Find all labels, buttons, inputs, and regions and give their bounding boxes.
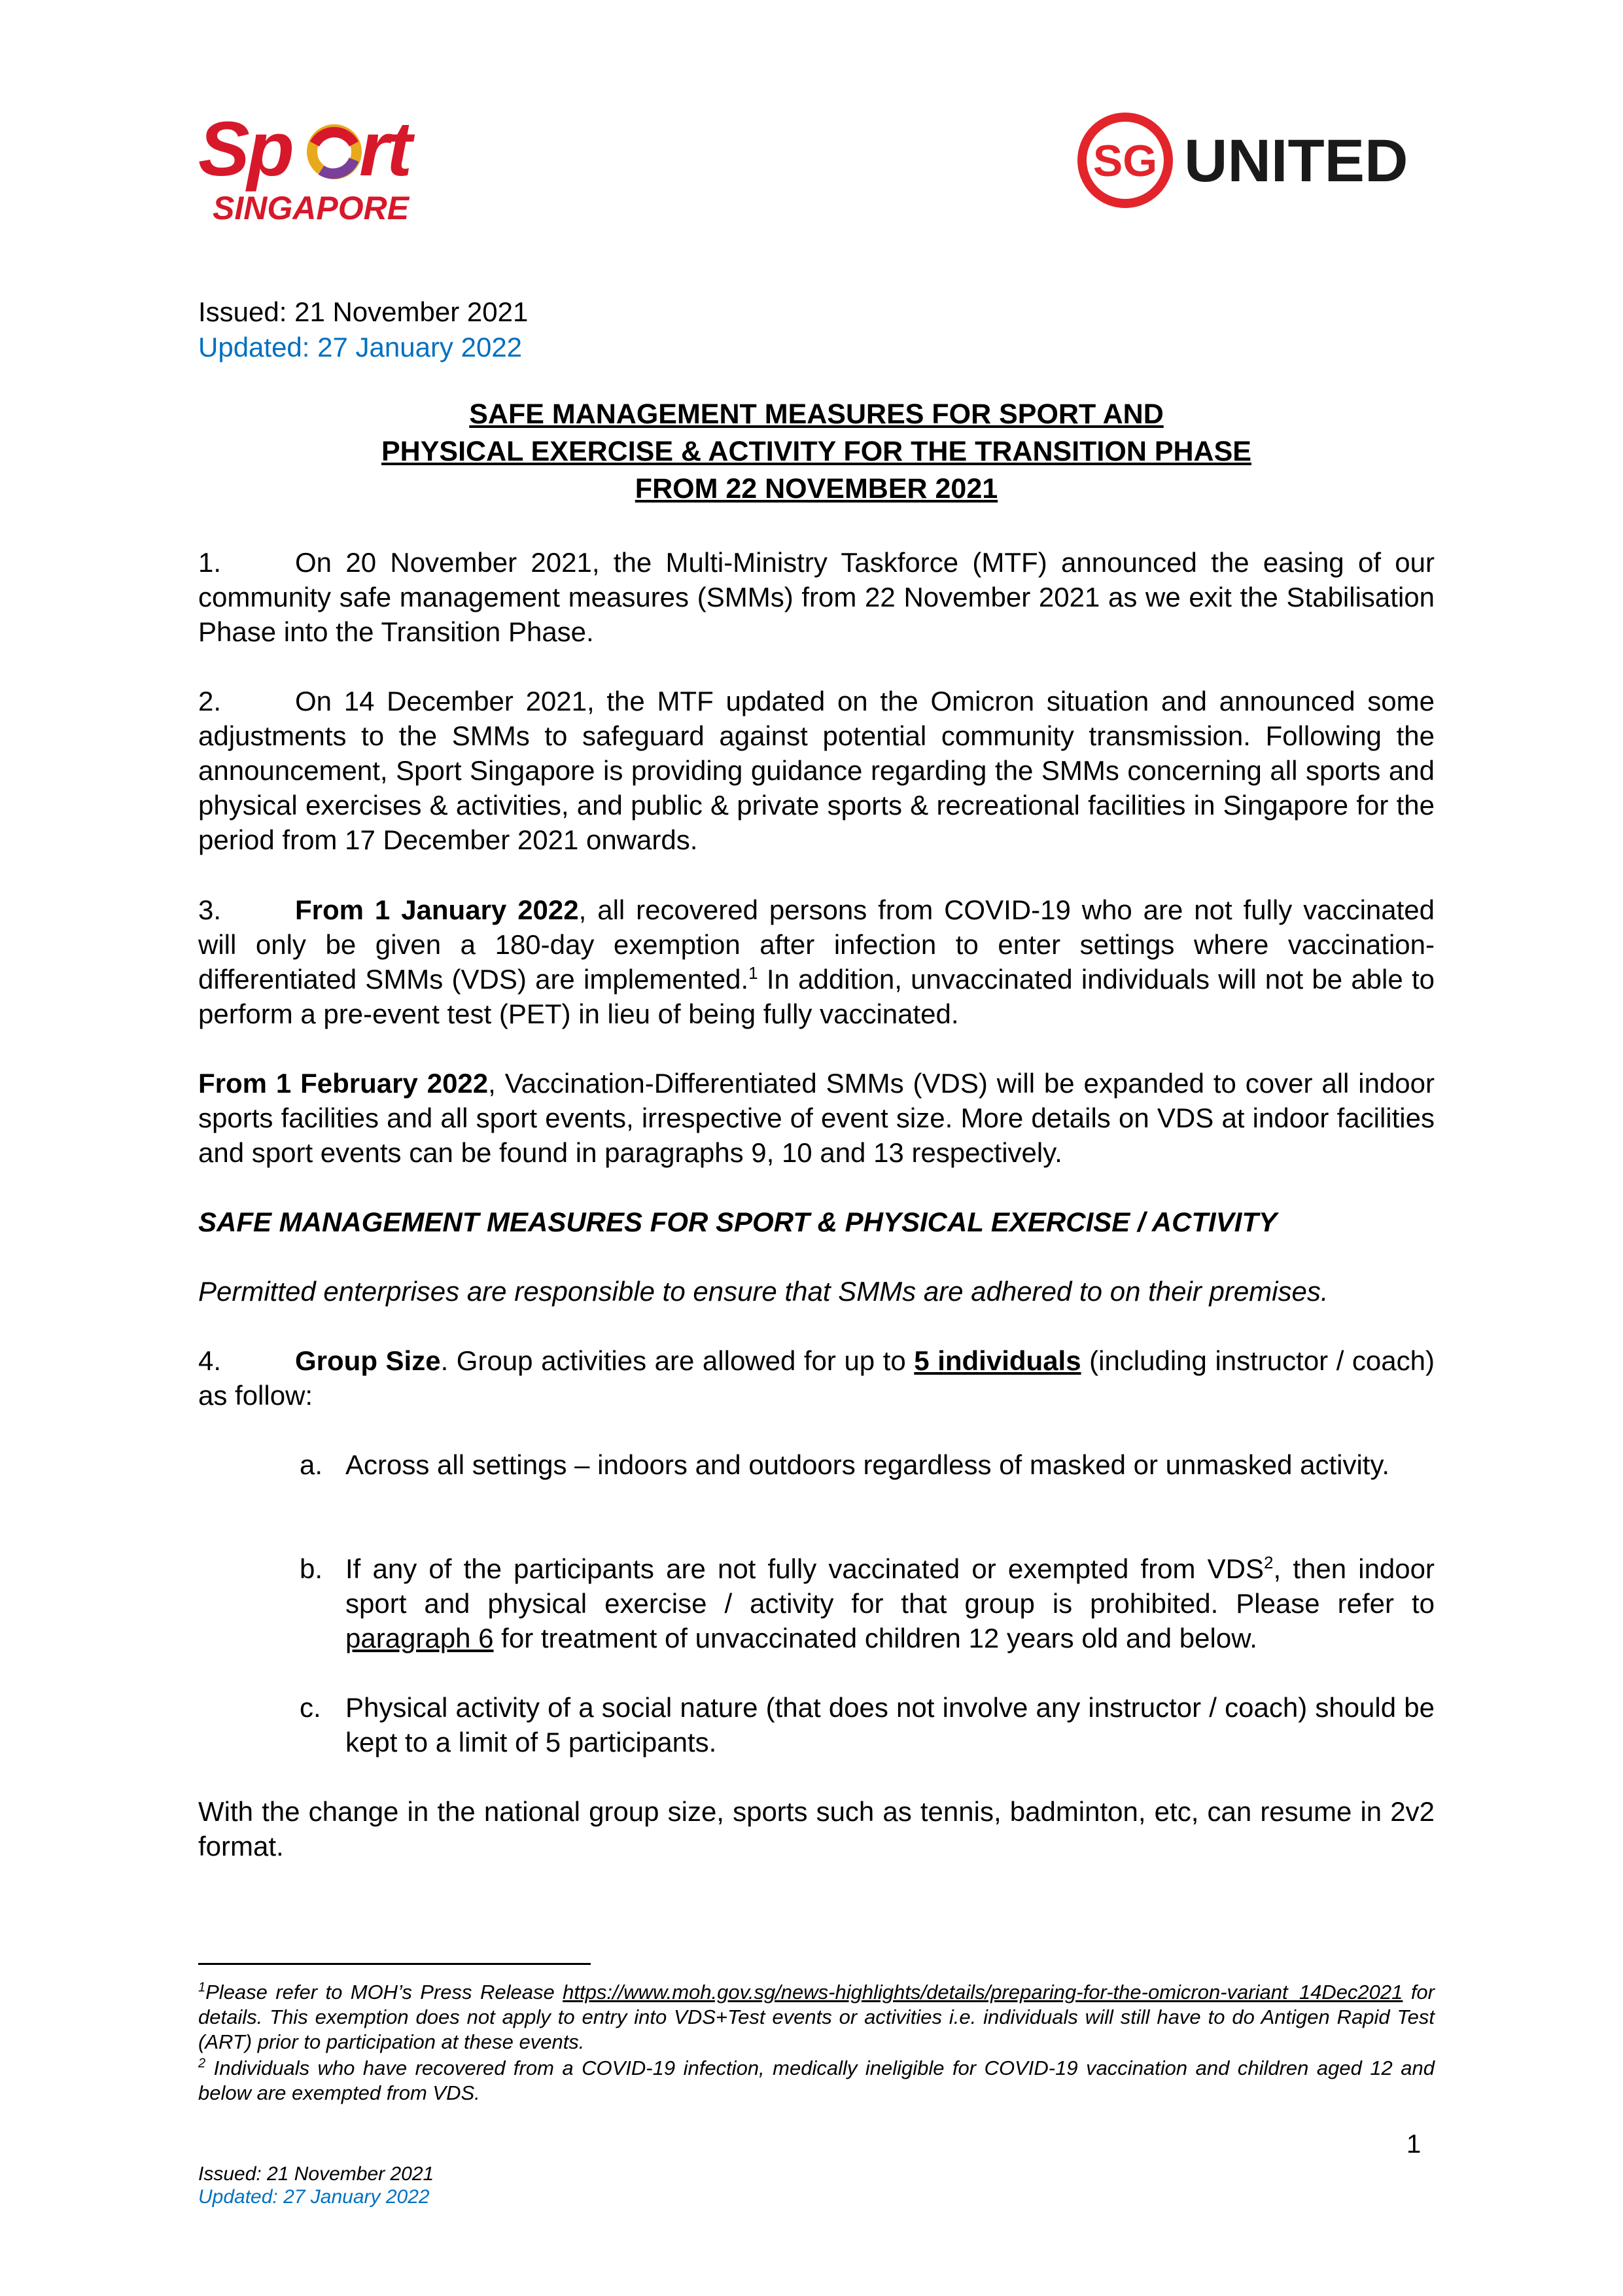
list-item-a <box>300 1447 1435 1482</box>
section-heading: SAFE MANAGEMENT MEASURES FOR SPORT & PHYSICAL EXERCISE / ACTIVITY <box>198 1207 1278 1237</box>
svg-text:Sp: Sp <box>198 106 292 192</box>
paragraph-6-link[interactable]: paragraph 6 <box>345 1623 494 1653</box>
paragraph-2 <box>198 684 1435 857</box>
list-text: Physical activity of a social nature (that does not involve any instructor / coach) should be kept to a limit of 5 participants. <box>345 1692 1435 1757</box>
paragraph-number: 1. <box>198 547 222 578</box>
paragraph-number: 3. <box>198 894 222 925</box>
svg-text:SINGAPORE: SINGAPORE <box>213 190 410 226</box>
footer-issued: Issued: 21 November 2021 <box>198 2163 434 2185</box>
svg-text:UNITED: UNITED <box>1184 128 1408 194</box>
list-item-b <box>300 1551 1435 1655</box>
footer-updated: Updated: 27 January 2022 <box>198 2186 430 2208</box>
sport-logo-ring-icon <box>312 130 357 174</box>
footnote-text-cont: for details. This exemption does not apply to entry into VDS+Test events or activities i.e. individuals will still have to do Antigen Rapid Test (ART) prior to participation at these events. <box>198 1981 1435 2053</box>
footnote-divider <box>198 1963 591 1965</box>
title-line-2: PHYSICAL EXERCISE & ACTIVITY FOR THE TRANSITION PHASE <box>381 436 1251 467</box>
paragraph-3b <box>198 1066 1435 1170</box>
paragraph-bold-lead: Group Size <box>295 1345 441 1376</box>
footnote-text: Individuals who have recovered from a COVID-19 infection, medically ineligible for COVID-19 vaccination and children aged 12 and below are exempted from VDS. <box>198 2057 1435 2104</box>
group-size-limit: 5 individuals <box>914 1345 1081 1376</box>
title-line-3: FROM 22 NOVEMBER 2021 <box>635 473 998 504</box>
list-text-cont: , then indoor sport and physical exercise / activity for that group is prohibited. Please refer to <box>345 1553 1435 1619</box>
footnote-1 <box>198 1980 1435 2055</box>
paragraph-text-cont: In addition, unvaccinated individuals will not be able to perform a pre-event test (PET) in lieu of being fully vaccinated. <box>198 964 1435 1029</box>
paragraph-4 <box>198 1343 1435 1413</box>
title-line-1: SAFE MANAGEMENT MEASURES FOR SPORT AND <box>469 398 1164 430</box>
moh-press-release-link[interactable]: https://www.moh.gov.sg/news-highlights/details/preparing-for-the-omicron-variant_14Dec2021 <box>563 1981 1403 2004</box>
paragraph-number: 4. <box>198 1345 222 1376</box>
paragraph-text: On 20 November 2021, the Multi-Ministry Taskforce (MTF) announced the easing of our community safe management measures (SMMs) from 22 November 2021 as we exit the Stabilisation Phase into the Transition Phase. <box>198 547 1435 647</box>
paragraph-text: , all recovered persons from COVID-19 who are not fully vaccinated will only be given a 180-day exemption after infection to enter settings where vaccination-differentiated SMMs (VDS) are implemented. <box>198 894 1435 995</box>
footnote-ref[interactable]: 1 <box>748 963 758 983</box>
issued-date: Issued: 21 November 2021 <box>198 296 529 327</box>
footnote-2 <box>198 2056 1435 2106</box>
list-text-end: for treatment of unvaccinated children 12 years old and below. <box>493 1623 1257 1653</box>
list-text: Across all settings – indoors and outdoors regardless of masked or unmasked activity. <box>345 1449 1389 1480</box>
svg-text:rt: rt <box>359 106 410 192</box>
paragraph-1 <box>198 545 1435 649</box>
sg-united-logo <box>1073 108 1426 213</box>
list-letter: c. <box>300 1692 321 1723</box>
sport-singapore-logo <box>193 105 455 229</box>
paragraph-bold-lead: From 1 February 2022 <box>198 1068 489 1099</box>
page-number: 1 <box>1406 2130 1422 2159</box>
paragraph-text: On 14 December 2021, the MTF updated on the Omicron situation and announced some adjustments to the SMMs to safeguard against potential community transmission. Following the announcement, Sport Singapore is providing guidance regarding the SMMs concerning all sports and physical exercises & activities, and public & private sports & recreational facilities in Singapore for the period from 17 December 2021 onwards. <box>198 686 1435 855</box>
footnote-mark: 1 <box>198 1980 206 1995</box>
footnote-ref[interactable]: 2 <box>1264 1553 1274 1572</box>
list-text: If any of the participants are not fully vaccinated or exempted from VDS <box>345 1553 1265 1584</box>
paragraph-bold-lead: From 1 January 2022 <box>295 894 579 925</box>
section-note: Permitted enterprises are responsible to ensure that SMMs are adhered to on their premises. <box>198 1276 1329 1307</box>
paragraph-text: . Group activities are allowed for up to <box>440 1345 915 1376</box>
paragraph-number: 2. <box>198 686 222 716</box>
document-title <box>198 396 1435 508</box>
svg-text:SG: SG <box>1092 136 1158 186</box>
list-item-c <box>300 1690 1435 1759</box>
paragraph-text-cont: (including instructor / coach) as follow: <box>198 1345 1435 1411</box>
updated-date: Updated: 27 January 2022 <box>198 332 523 362</box>
footnote-mark: 2 <box>198 2056 206 2071</box>
paragraph-5: With the change in the national group size, sports such as tennis, badminton, etc, can resume in 2v2 format. <box>198 1796 1435 1862</box>
list-letter: b. <box>300 1553 323 1584</box>
list-letter: a. <box>300 1449 323 1480</box>
paragraph-3 <box>198 892 1435 1031</box>
paragraph-text: , Vaccination-Differentiated SMMs (VDS) will be expanded to cover all indoor sports facilities and all sport events, irrespective of event size. More details on VDS at indoor facilities and sport events can be found in paragraphs 9, 10 and 13 respectively. <box>198 1068 1435 1168</box>
footnote-text: Please refer to MOH’s Press Release <box>205 1981 563 2004</box>
